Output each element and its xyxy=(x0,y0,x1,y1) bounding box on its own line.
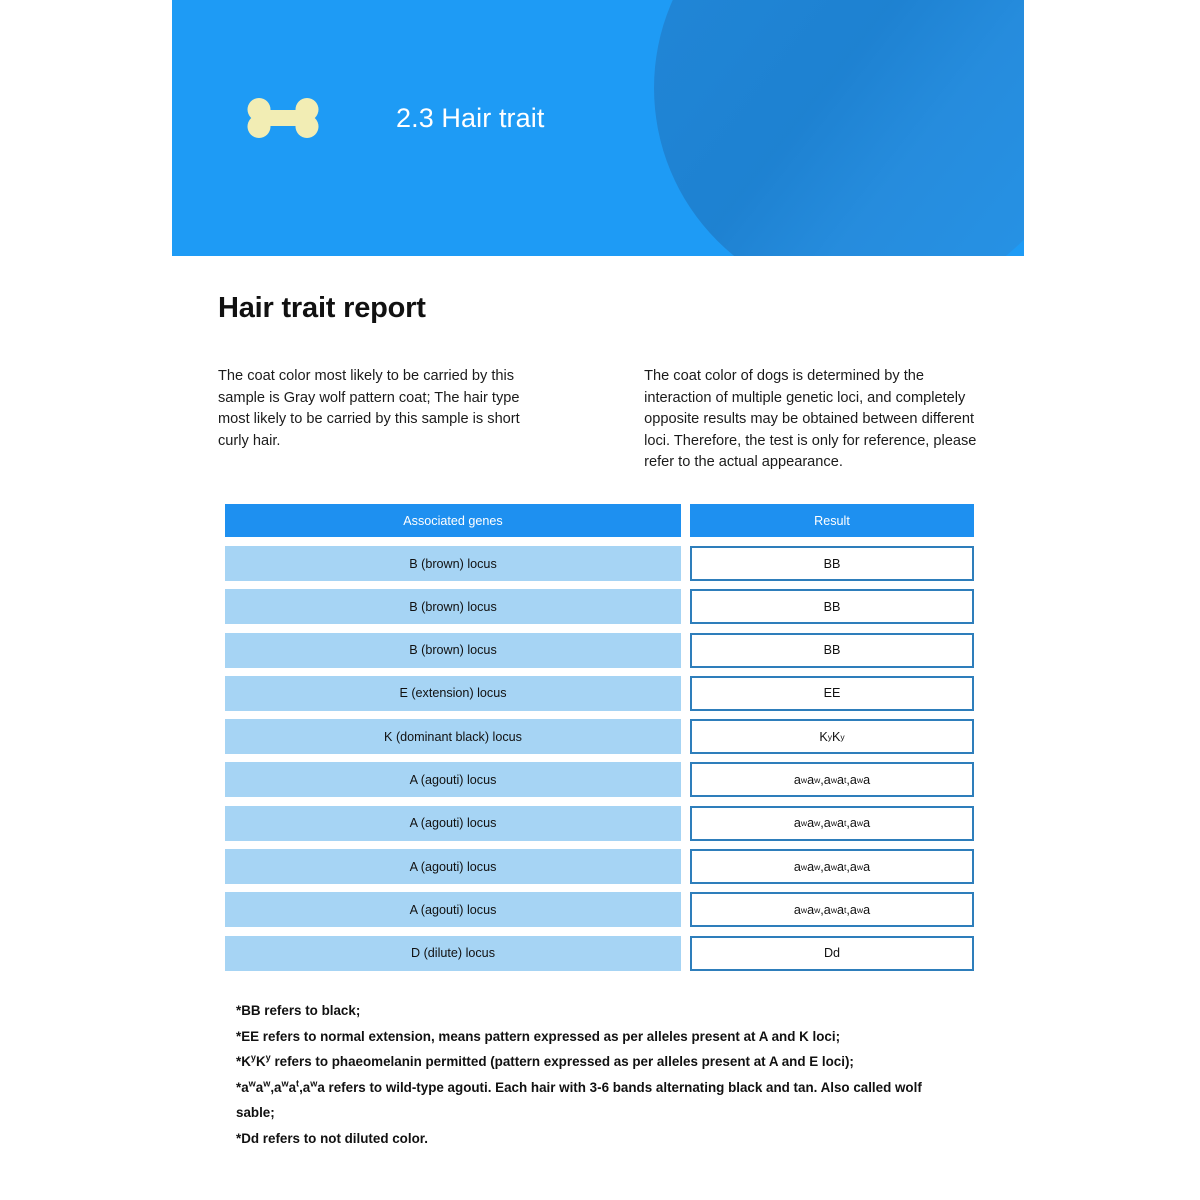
intro-column-left xyxy=(218,366,540,474)
cell-result-value: BB xyxy=(690,589,974,624)
banner-title: 2.3 Hair trait xyxy=(396,102,545,133)
cell-gene-name: E (extension) locus xyxy=(225,676,681,711)
gene-result-table xyxy=(225,504,974,979)
cell-gene-name: K (dominant black) locus xyxy=(225,719,681,754)
banner-decorative-circle xyxy=(654,0,1024,256)
table-row xyxy=(225,936,974,971)
cell-result-value: a w a w ,a w a t ,a w a xyxy=(690,762,974,797)
cell-gene-name: A (agouti) locus xyxy=(225,762,681,797)
intro-text-right: The coat color of dogs is determined by the interaction of multiple genetic loci, and completely opposite results may be obtained between different loci. Therefore, the test is only for reference, please refer to the actual appearance. xyxy=(644,368,977,471)
table-row xyxy=(225,892,974,927)
cell-gene-name: D (dilute) locus xyxy=(225,936,681,971)
cell-result-value: a w a w ,a w a t ,a w a xyxy=(690,892,974,927)
page-title: Hair trait report xyxy=(218,292,426,324)
footnote-line: *EE refers to normal extension, means pattern expressed as per alleles present at A and K loci; xyxy=(236,1028,841,1044)
table-row xyxy=(225,849,974,884)
cell-gene-name: B (brown) locus xyxy=(225,546,681,581)
table-row xyxy=(225,633,974,668)
column-header-genes: Associated genes xyxy=(225,504,681,537)
table-row xyxy=(225,719,974,754)
footnote-line: $*K^yK^y$ refers to phaeomelanin permitted (pattern expressed as per alleles present at A and E loci); xyxy=(236,1052,854,1070)
column-header-result: Result xyxy=(690,504,974,537)
footnotes-section xyxy=(236,998,950,1152)
intro-text-left: The coat color most likely to be carried by this sample is Gray wolf pattern coat; The hair type most likely to be carried by this sample is short curly hair. xyxy=(218,368,520,449)
cell-result-value: K y K y xyxy=(690,719,974,754)
table-body xyxy=(225,546,974,971)
table-row xyxy=(225,806,974,841)
cell-gene-name: B (brown) locus xyxy=(225,589,681,624)
cell-gene-name: A (agouti) locus xyxy=(225,806,681,841)
footnote-line: *Dd refers to not diluted color. xyxy=(236,1130,428,1146)
cell-result-value: Dd xyxy=(690,936,974,971)
table-row xyxy=(225,546,974,581)
intro-section xyxy=(218,366,978,474)
cell-gene-name: B (brown) locus xyxy=(225,633,681,668)
cell-result-value: a w a w ,a w a t ,a w a xyxy=(690,806,974,841)
table-header-row xyxy=(225,504,974,537)
cell-result-value: a w a w ,a w a t ,a w a xyxy=(690,849,974,884)
table-row xyxy=(225,762,974,797)
cell-gene-name: A (agouti) locus xyxy=(225,849,681,884)
section-banner xyxy=(172,0,1024,256)
cell-result-value: BB xyxy=(690,633,974,668)
bone-icon xyxy=(246,96,320,140)
cell-result-value: BB xyxy=(690,546,974,581)
table-row xyxy=(225,676,974,711)
footnote-line: $*a^wa^w,a^wa^t,a^wa$ refers to wild-type agouti. Each hair with 3-6 bands alternating black and tan. Also called wolf sable; xyxy=(236,1078,922,1121)
footnote-line: *BB refers to black; xyxy=(236,1003,361,1018)
intro-column-right xyxy=(644,366,978,474)
cell-result-value: EE xyxy=(690,676,974,711)
cell-gene-name: A (agouti) locus xyxy=(225,892,681,927)
banner-content xyxy=(246,96,544,140)
table-row xyxy=(225,589,974,624)
